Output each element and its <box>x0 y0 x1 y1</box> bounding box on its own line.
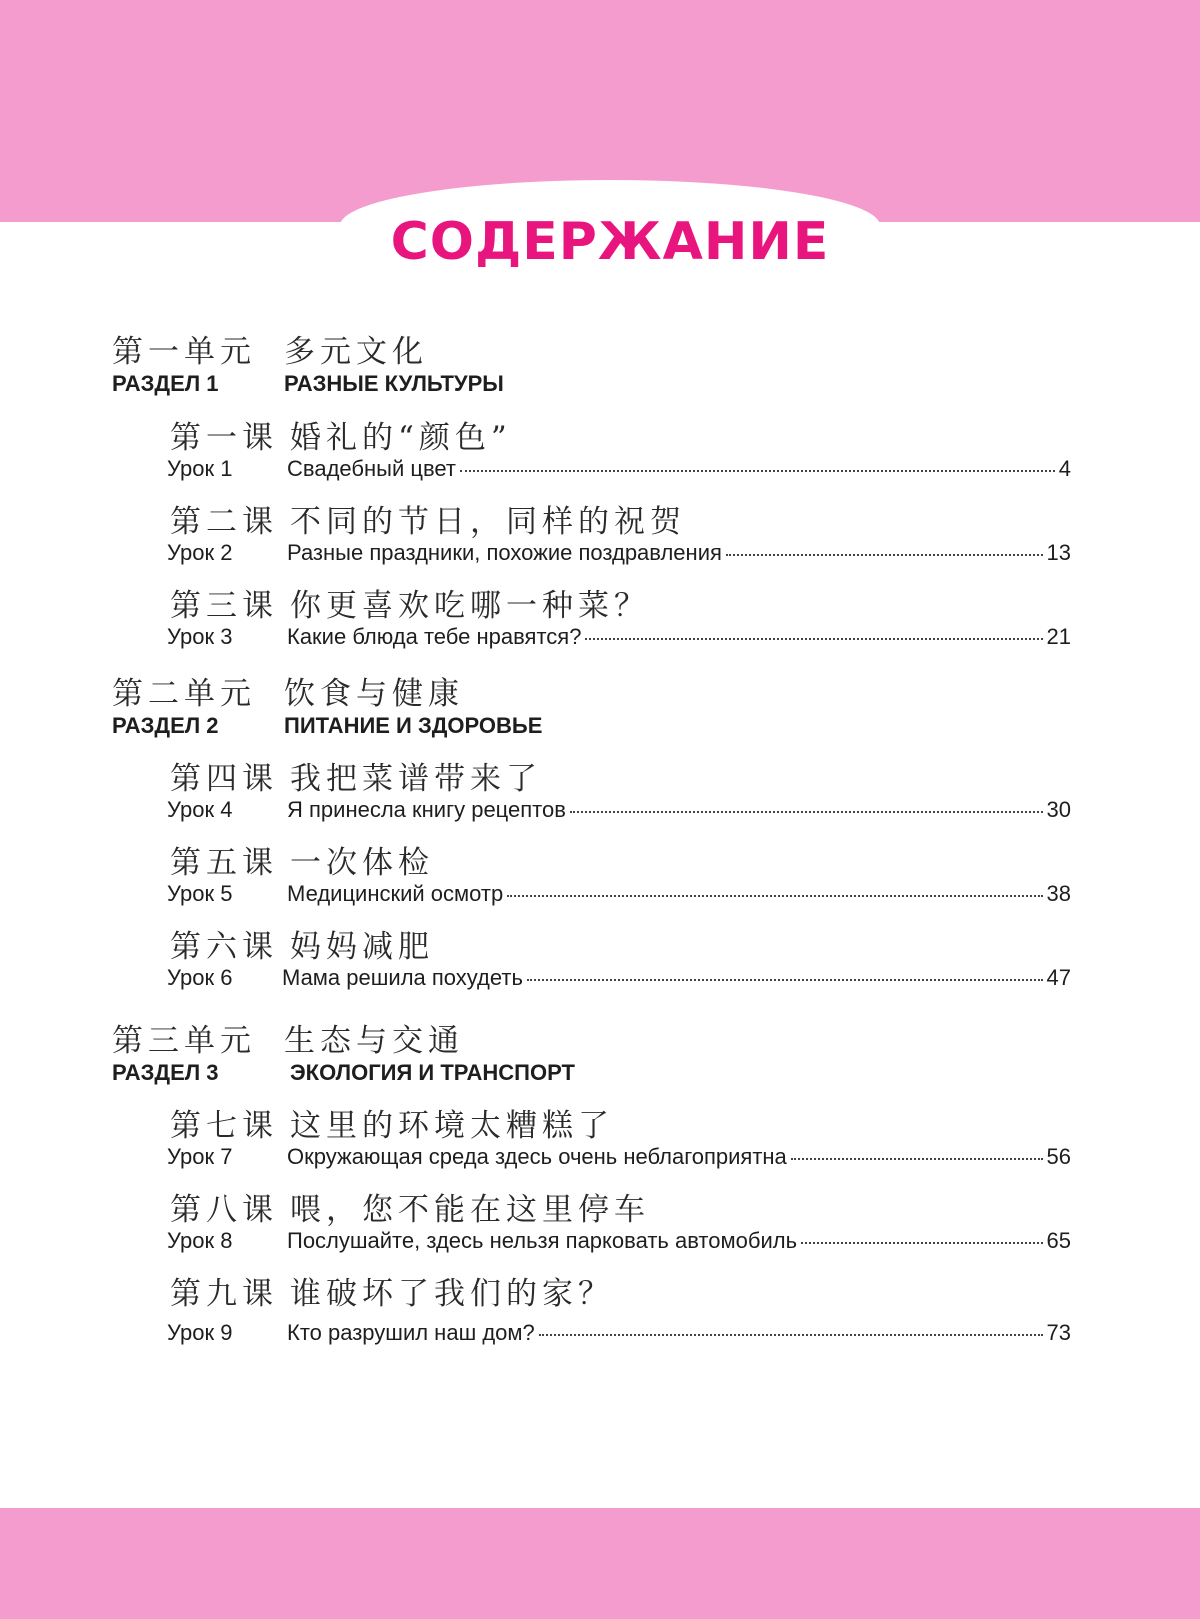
lesson-zh-number: 第三课 <box>170 588 278 624</box>
toc-entry[interactable] <box>0 797 1200 837</box>
toc-entry[interactable] <box>0 965 1200 1005</box>
lesson-zh-title: 我把菜谱带来了 <box>290 761 542 797</box>
lesson-ru-title: Свадебный цвет <box>287 456 456 481</box>
lesson-entry-line <box>287 1228 1071 1254</box>
lesson-entry-line <box>287 456 1071 482</box>
lesson-zh-title: 不同的节日，同样的祝贺 <box>290 504 686 540</box>
lesson-ru-label: Урок 4 <box>167 797 233 822</box>
page-number: 47 <box>1046 965 1071 990</box>
lesson-entry-line <box>287 1320 1071 1346</box>
lesson-5-zh-row <box>0 837 1200 881</box>
unit-ru-label: РАЗДЕЛ 3 <box>112 1060 219 1085</box>
page-number: 21 <box>1046 624 1071 649</box>
lesson-entry-line <box>287 797 1071 823</box>
page-number: 4 <box>1058 456 1071 481</box>
unit-2-ru-row <box>0 713 1200 753</box>
lesson-ru-title: Я принесла книгу рецептов <box>287 797 566 822</box>
lesson-zh-title: 喂，您不能在这里停车 <box>290 1192 650 1228</box>
lesson-ru-title: Кто разрушил наш дом? <box>287 1320 535 1345</box>
lesson-2-zh-row <box>0 496 1200 540</box>
lesson-zh-number: 第四课 <box>170 761 278 797</box>
lesson-ru-label: Урок 8 <box>167 1228 233 1253</box>
unit-ru-label: РАЗДЕЛ 1 <box>112 371 219 396</box>
unit-zh-number: 第三单元 <box>112 1023 256 1059</box>
lesson-zh-number: 第八课 <box>170 1192 278 1228</box>
toc-entry[interactable] <box>0 540 1200 580</box>
unit-ru-title: ПИТАНИЕ И ЗДОРОВЬЕ <box>284 713 543 738</box>
unit-3-ru-row <box>0 1060 1200 1100</box>
lesson-zh-number: 第六课 <box>170 929 278 965</box>
lesson-entry-line <box>282 965 1071 991</box>
page-number: 73 <box>1046 1320 1071 1345</box>
lesson-ru-label: Урок 5 <box>167 881 233 906</box>
unit-zh-title: 生态与交通 <box>284 1023 464 1059</box>
page-number: 13 <box>1046 540 1071 565</box>
lesson-zh-number: 第一课 <box>170 420 278 456</box>
unit-zh-number: 第一单元 <box>112 334 256 370</box>
lesson-zh-number: 第五课 <box>170 845 278 881</box>
dot-leader <box>585 638 1042 640</box>
lesson-ru-title: Медицинский осмотр <box>287 881 504 906</box>
unit-ru-title: РАЗНЫЕ КУЛЬТУРЫ <box>284 371 504 396</box>
toc-entry[interactable] <box>0 456 1200 496</box>
dot-leader <box>527 979 1043 981</box>
lesson-1-zh-row <box>0 412 1200 456</box>
lesson-entry-line <box>287 624 1071 650</box>
lesson-4-zh-row <box>0 753 1200 797</box>
toc-entry[interactable] <box>0 881 1200 921</box>
bottom-pink-band <box>0 1508 1200 1619</box>
toc-entry[interactable] <box>0 1320 1200 1360</box>
unit-2-zh-row <box>0 668 1200 712</box>
lesson-zh-title: 一次体检 <box>290 845 434 881</box>
lesson-entry-line <box>287 540 1071 566</box>
lesson-ru-title: Разные праздники, похожие поздравления <box>287 540 722 565</box>
dot-leader <box>460 470 1055 472</box>
page-number: 56 <box>1046 1144 1071 1169</box>
dot-leader <box>570 811 1043 813</box>
dot-leader <box>791 1158 1043 1160</box>
lesson-zh-title: 这里的环境太糟糕了 <box>290 1108 614 1144</box>
page-number: 65 <box>1046 1228 1071 1253</box>
lesson-ru-title: Какие блюда тебе нравятся? <box>287 624 582 649</box>
unit-ru-label: РАЗДЕЛ 2 <box>112 713 219 738</box>
unit-1-ru-row <box>0 371 1200 411</box>
lesson-entry-line <box>287 1144 1071 1170</box>
lesson-9-zh-row <box>0 1268 1200 1312</box>
toc-entry[interactable] <box>0 1144 1200 1184</box>
dot-leader <box>726 554 1043 556</box>
lesson-ru-label: Урок 6 <box>167 965 233 990</box>
lesson-ru-label: Урок 3 <box>167 624 233 649</box>
dot-leader <box>539 1334 1043 1336</box>
lesson-entry-line <box>287 881 1071 907</box>
lesson-ru-title: Послушайте, здесь нельзя парковать автомобиль <box>287 1228 798 1253</box>
lesson-zh-title: 谁破坏了我们的家？ <box>290 1276 614 1312</box>
dot-leader <box>507 895 1042 897</box>
lesson-ru-label: Урок 7 <box>167 1144 233 1169</box>
unit-zh-title: 饮食与健康 <box>284 676 464 712</box>
lesson-ru-label: Урок 2 <box>167 540 233 565</box>
unit-3-zh-row <box>0 1015 1200 1059</box>
lesson-zh-title: 妈妈减肥 <box>290 929 434 965</box>
lesson-7-zh-row <box>0 1100 1200 1144</box>
toc-entry[interactable] <box>0 1228 1200 1268</box>
lesson-zh-title: 你更喜欢吃哪一种菜？ <box>290 588 650 624</box>
lesson-zh-number: 第九课 <box>170 1276 278 1312</box>
toc-entry[interactable] <box>0 624 1200 664</box>
lesson-3-zh-row <box>0 580 1200 624</box>
lesson-ru-title: Окружающая среда здесь очень неблагоприятна <box>287 1144 787 1169</box>
lesson-ru-title: Мама решила похудеть <box>282 965 523 990</box>
lesson-zh-number: 第七课 <box>170 1108 278 1144</box>
lesson-ru-label: Урок 1 <box>167 456 233 481</box>
dot-leader <box>801 1242 1042 1244</box>
lesson-zh-title: 婚礼的“颜色” <box>290 420 512 456</box>
page-number: 38 <box>1046 881 1071 906</box>
unit-1-zh-row <box>0 326 1200 370</box>
unit-ru-title: ЭКОЛОГИЯ И ТРАНСПОРТ <box>290 1060 575 1085</box>
lesson-6-zh-row <box>0 921 1200 965</box>
unit-zh-title: 多元文化 <box>284 334 428 370</box>
lesson-8-zh-row <box>0 1184 1200 1228</box>
lesson-ru-label: Урок 9 <box>167 1320 233 1345</box>
lesson-zh-number: 第二课 <box>170 504 278 540</box>
page-number: 30 <box>1046 797 1071 822</box>
unit-zh-number: 第二单元 <box>112 676 256 712</box>
page-title: СОДЕРЖАНИЕ <box>390 212 830 272</box>
